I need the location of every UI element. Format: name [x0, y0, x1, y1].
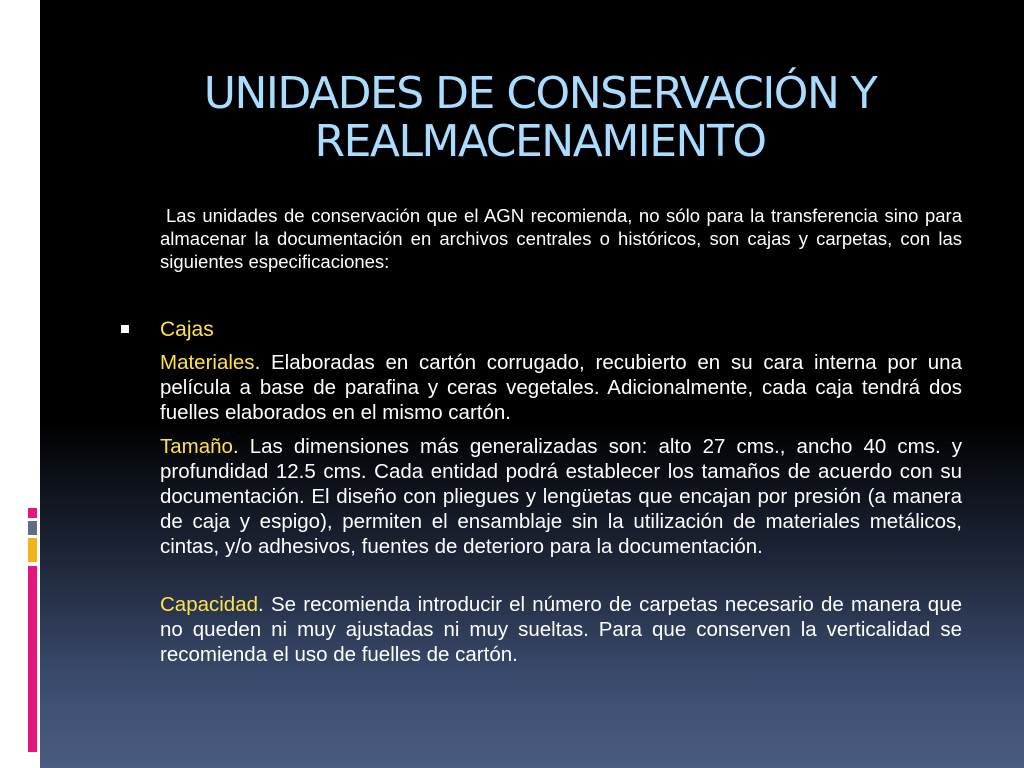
paragraph-capacidad [160, 592, 962, 667]
text-tamano: . Las dimensiones más generalizadas son: alto 27 cms., ancho 40 cms. y profundidad 12.5 cms. Cada entidad podrá establecer los tamaños de acuerdo con su documentación. El diseño con pliegues y lengüetas que encajan por presión (a manera de caja y espigo), permiten el ensamblaje sin la utilización de materiales metálicos, cintas, y/o adhesivos, fuentes de deterioro para la documentación. [160, 435, 962, 558]
keyword-capacidad: Capacidad [160, 593, 259, 616]
keyword-tamano: Tamaño [160, 435, 233, 458]
accent-bar-yellow [28, 538, 37, 562]
keyword-materiales: Materiales [160, 351, 255, 374]
bullet-heading: Cajas [160, 318, 214, 341]
accent-bar-pink-small [28, 508, 37, 518]
text-materiales: . Elaboradas en cartón corrugado, recubierto en su cara interna por una película a base de parafina y ceras vegetales. Adicionalmente, cada caja tendrá dos fuelles elaborados en el mismo cartón. [160, 351, 962, 424]
slide-title [96, 70, 984, 166]
square-bullet-icon [121, 325, 129, 333]
intro-paragraph [160, 204, 962, 273]
paragraph-tamano [160, 434, 962, 559]
paragraph-materiales [160, 350, 962, 425]
slide-title-line-1: UNIDADES DE CONSERVACIÓN Y [203, 68, 877, 119]
intro-text: Las unidades de conservación que el AGN recomienda, no sólo para la transferencia sino para almacenar la documentación en archivos centrales o históricos, son cajas y carpetas, con las siguientes especificaciones: [160, 205, 962, 272]
slide-title-line-2: REALMACENAMIENTO [314, 116, 766, 167]
accent-bar-gray [28, 521, 37, 535]
accent-bar-pink-tall [28, 566, 37, 752]
text-capacidad: . Se recomienda introducir el número de carpetas necesario de manera que no queden ni muy ajustadas ni muy sueltas. Para que conserven la verticalidad se recomienda el uso de fuelles de cartón. [160, 593, 962, 666]
